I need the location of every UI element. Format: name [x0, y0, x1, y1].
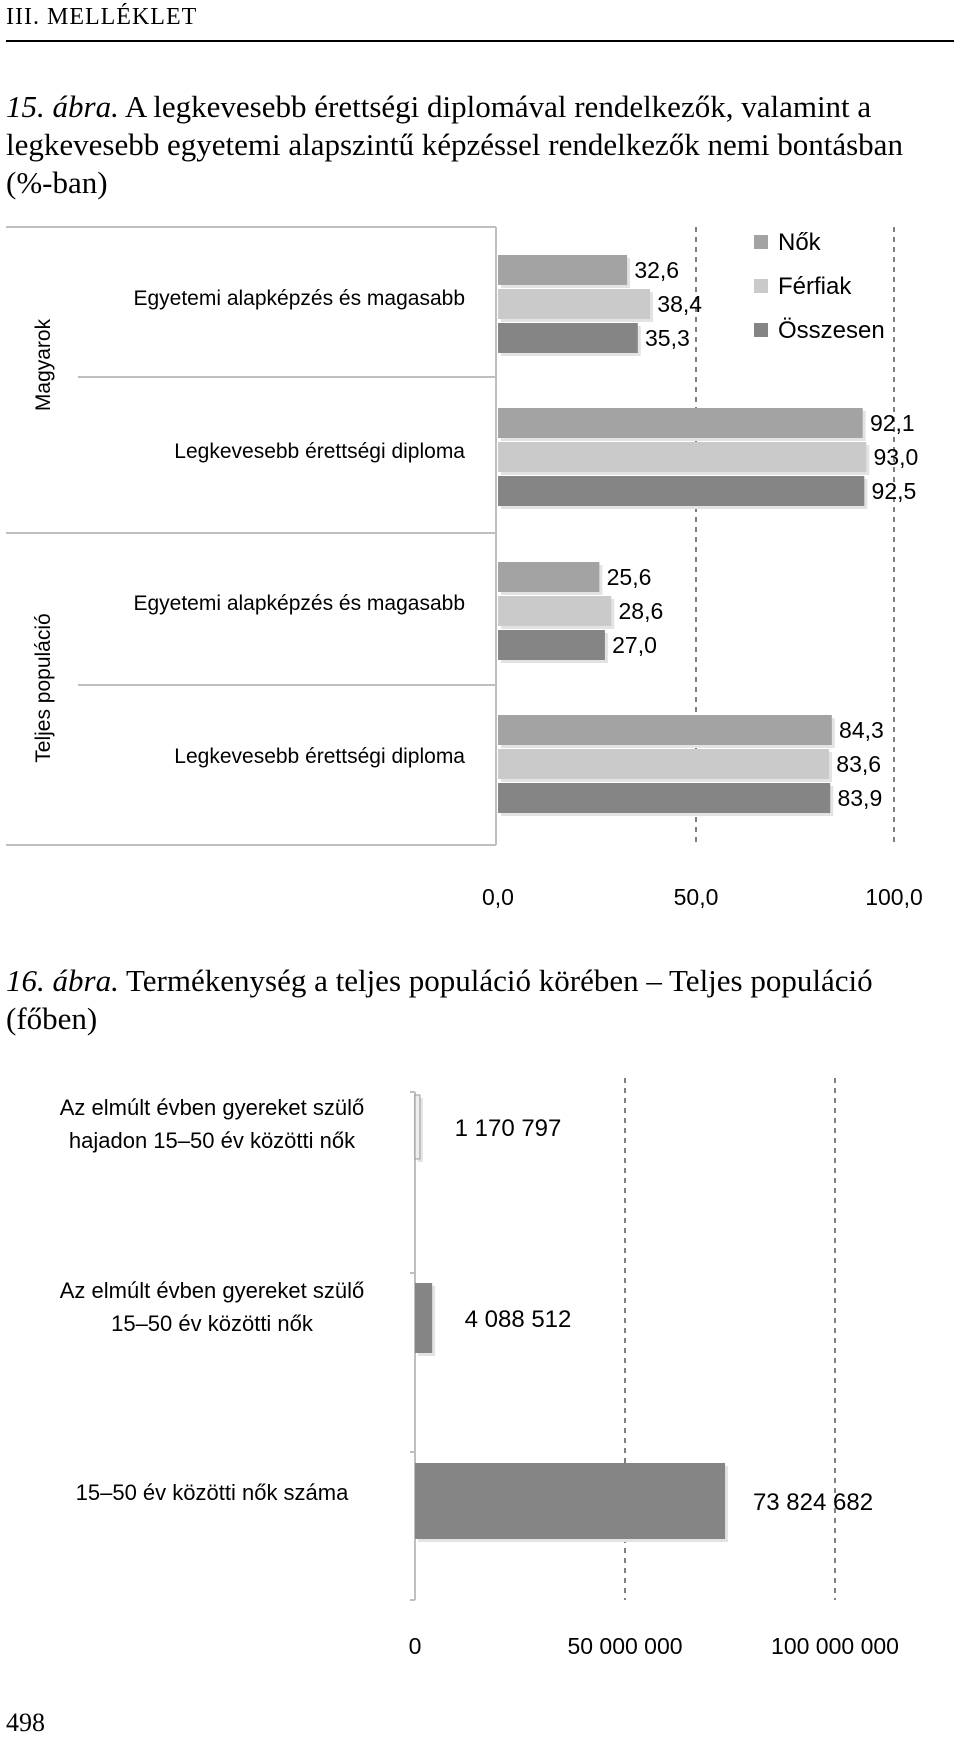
group-label: Teljes populáció: [32, 613, 55, 763]
figure-16-chart: [0, 1050, 960, 1700]
category-label: 15–50 év közötti nők száma: [75, 1480, 349, 1505]
group-label: Magyarok: [32, 318, 55, 412]
data-label: 28,6: [618, 598, 664, 624]
data-label: 84,3: [839, 717, 884, 743]
data-label: 38,4: [657, 291, 703, 317]
bar: [498, 476, 864, 506]
figure-16-caption-text: Termékenység a teljes populáció körében – Teljes populáció (főben): [6, 963, 873, 1036]
bar: [498, 442, 866, 472]
legend-swatch: [754, 279, 768, 293]
figure-16-caption: [6, 962, 956, 1038]
bar: [415, 1283, 432, 1353]
legend-label: Férfiak: [778, 273, 852, 300]
figure-15-caption: [6, 88, 956, 202]
x-tick-label: 100,0: [865, 884, 923, 910]
legend-swatch: [754, 235, 768, 249]
data-label: 93,0: [873, 444, 919, 470]
page-header: III. MELLÉKLET: [6, 4, 198, 30]
category-label: Legkevesebb érettségi diploma: [174, 745, 465, 768]
category-label: 15–50 év közötti nők: [111, 1311, 313, 1336]
bar: [415, 1095, 420, 1159]
x-tick-label: 100 000 000: [771, 1633, 899, 1659]
data-label: 4 088 512: [464, 1306, 572, 1333]
legend-label: Összesen: [778, 317, 885, 344]
bar: [498, 783, 830, 813]
bar: [498, 562, 599, 592]
bar: [498, 749, 829, 779]
page-number: 498: [6, 1708, 45, 1737]
data-label: 83,9: [837, 785, 883, 811]
category-label: Egyetemi alapképzés és magasabb: [133, 592, 465, 615]
data-label: 92,5: [871, 478, 917, 504]
bar: [498, 289, 650, 319]
bar: [498, 715, 832, 745]
figure-16-caption-lead: 16. ábra.: [6, 963, 119, 998]
legend-swatch: [754, 323, 768, 337]
figure-15-chart: [0, 225, 960, 925]
x-tick-label: 0: [408, 1633, 422, 1659]
data-label: 25,6: [606, 564, 652, 590]
category-label: Az elmúlt évben gyereket szülő: [59, 1278, 365, 1303]
data-label: 27,0: [612, 632, 657, 658]
data-label: 32,6: [634, 257, 680, 283]
data-label: 35,3: [645, 325, 690, 351]
figure-15-caption-text: A legkevesebb érettségi diplomával rendelkezők, valamint a legkevesebb egyetemi alapszintű képzéssel rendelkezők nemi bontásban (%-ban): [6, 89, 903, 200]
bar: [498, 255, 627, 285]
bar: [498, 408, 863, 438]
x-tick-label: 50,0: [673, 884, 719, 910]
bar: [498, 630, 605, 660]
category-label: Az elmúlt évben gyereket szülő: [59, 1095, 365, 1120]
data-label: 83,6: [836, 751, 882, 777]
category-label: Egyetemi alapképzés és magasabb: [133, 287, 465, 310]
x-tick-label: 50 000 000: [567, 1633, 683, 1659]
data-label: 73 824 682: [752, 1489, 874, 1516]
category-label: Legkevesebb érettségi diploma: [174, 440, 465, 463]
category-label: hajadon 15–50 év közötti nők: [68, 1128, 356, 1153]
figure-15-caption-lead: 15. ábra.: [6, 89, 119, 124]
legend-label: Nők: [778, 229, 821, 256]
data-label: 1 170 797: [454, 1115, 562, 1142]
x-tick-label: 0,0: [482, 884, 514, 910]
bar: [498, 323, 638, 353]
bar: [415, 1463, 725, 1539]
bar: [498, 596, 611, 626]
header-rule: [6, 40, 954, 42]
data-label: 92,1: [869, 410, 915, 436]
